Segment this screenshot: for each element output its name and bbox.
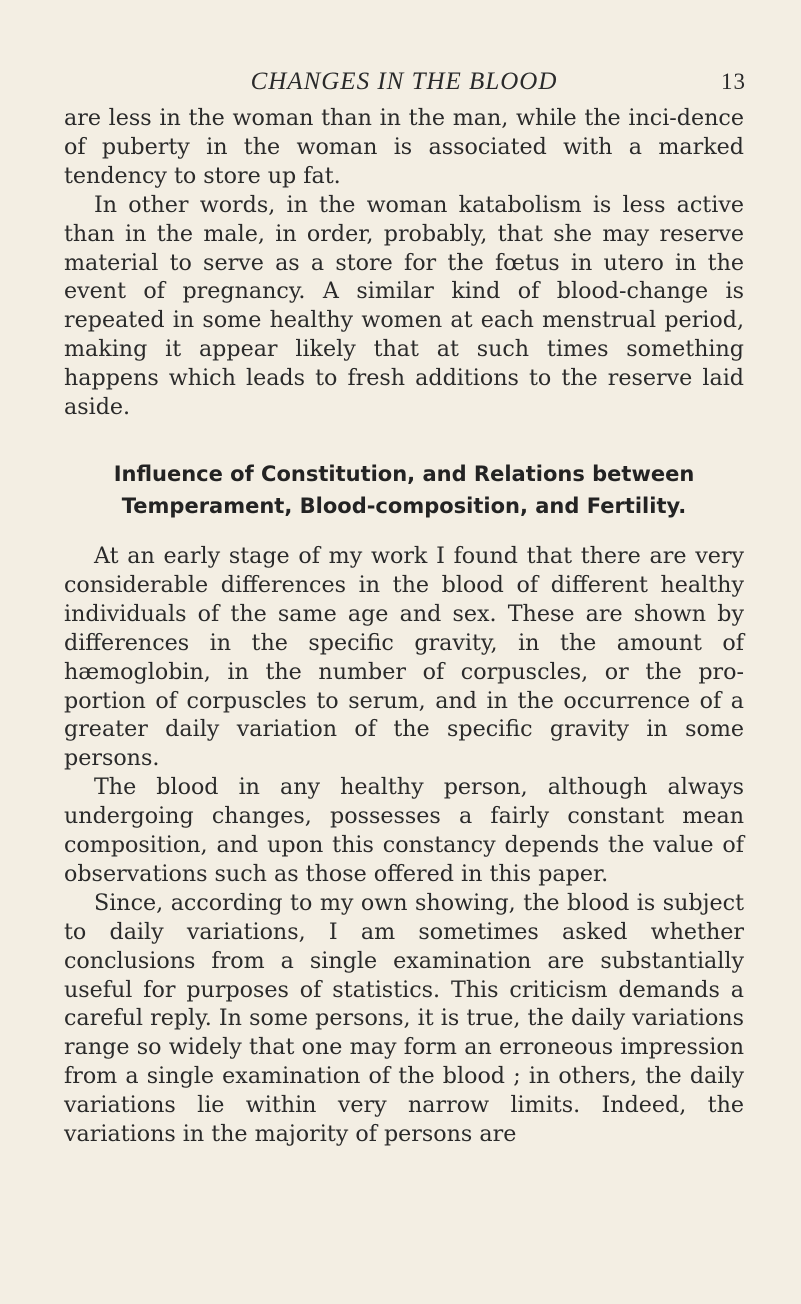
section-heading [64,458,744,522]
paragraph-katabolism: In other words, in the woman katabolism is less active than in the male, in order, probably, that she may reserve material to serve as a store for the fœtus in utero in the event of pregnancy. A similar kind of blood-change is repeated in some healthy women at each menstrual period, making it appear likely that at such times something happens which leads to fresh additions to the reserve laid aside. [64,191,744,421]
chapter-title: CHANGES IN THE BLOOD [250,68,558,95]
paragraph-differences: At an early stage of my work I found that there are very considerable differences in the blood of different healthy individuals of the same age and sex. These are shown by differences in the specific gravity, in the amount of hæmoglobin, in the number of corpuscles, or the pro-portion of corpuscles to serum, and in the occurrence of a greater daily variation of the specific gravity in some persons. [64,542,744,772]
section-heading-line-1: Influence of Constitution, and Relations between [113,461,695,486]
paragraph-daily-variations: Since, according to my own showing, the blood is subject to daily variations, I am sometimes asked whether conclusions from a single examination are substantially useful for purposes of statistics. This criticism demands a careful reply. In some persons, it is true, the daily variations range so widely that one may form an erroneous impression from a single examination of the blood ; in others, the daily variations lie within very narrow limits. Indeed, the variations in the majority of persons are [64,889,744,1148]
paragraph-continuation: are less in the woman than in the man, while the inci-dence of puberty in the woman is associated with a marked tendency to store up fat. [64,105,744,189]
book-page [64,60,744,1149]
paragraph-constant-composition: The blood in any healthy person, although always undergoing changes, possesses a fairly constant mean composition, and upon this constancy depends the value of observations such as those offered in this paper. [64,774,744,887]
running-head [64,60,744,104]
page-number: 13 [721,69,746,94]
section-heading-line-2: Temperament, Blood-composition, and Fertility. [121,493,687,518]
